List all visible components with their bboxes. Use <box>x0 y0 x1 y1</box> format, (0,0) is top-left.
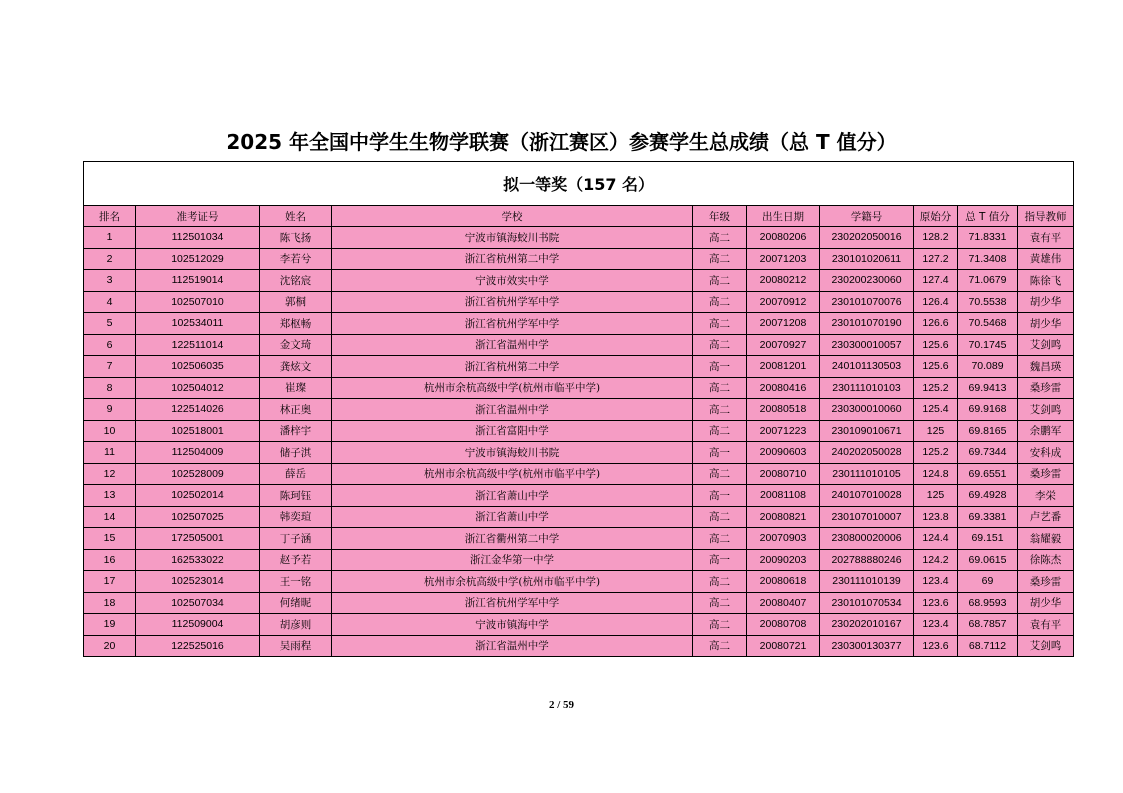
name-cell: 沈铭宸 <box>260 270 332 292</box>
page-number: 2 / 59 <box>548 699 575 711</box>
exam-id-cell: 102512029 <box>136 248 260 270</box>
birth-date-cell: 20081201 <box>747 356 820 378</box>
table-row <box>84 571 1074 593</box>
t-score-cell: 69.4928 <box>958 485 1018 507</box>
name-cell: 潘梓宇 <box>260 420 332 442</box>
school-cell: 宁波市镇海蛟川书院 <box>332 227 693 249</box>
rank-cell: 14 <box>84 506 136 528</box>
raw-score-cell: 125.2 <box>914 377 958 399</box>
teacher-cell: 安科成 <box>1018 442 1074 464</box>
teacher-cell: 胡少华 <box>1018 291 1074 313</box>
student-id-cell: 230107010007 <box>820 506 914 528</box>
table-row <box>84 291 1074 313</box>
t-score-cell: 69.6551 <box>958 463 1018 485</box>
column-header-t-score: 总 T 值分 <box>958 206 1018 227</box>
t-score-cell: 71.8331 <box>958 227 1018 249</box>
exam-id-cell: 102502014 <box>136 485 260 507</box>
birth-date-cell: 20080212 <box>747 270 820 292</box>
school-cell: 杭州市余杭高级中学(杭州市临平中学) <box>332 463 693 485</box>
t-score-cell: 71.0679 <box>958 270 1018 292</box>
name-cell: 郭桐 <box>260 291 332 313</box>
column-header-exam-id: 准考证号 <box>136 206 260 227</box>
t-score-cell: 69.9413 <box>958 377 1018 399</box>
school-cell: 浙江省衢州第二中学 <box>332 528 693 550</box>
document-title: 2025 年全国中学生生物学联赛（浙江赛区）参赛学生总成绩（总 T 值分） <box>226 130 897 154</box>
table-row <box>84 614 1074 636</box>
rank-cell: 2 <box>84 248 136 270</box>
table-row <box>84 377 1074 399</box>
column-header-rank: 排名 <box>84 206 136 227</box>
school-cell: 浙江省萧山中学 <box>332 506 693 528</box>
grade-cell: 高二 <box>693 506 747 528</box>
teacher-cell: 徐陈杰 <box>1018 549 1074 571</box>
name-cell: 吴雨程 <box>260 635 332 657</box>
name-cell: 崔璨 <box>260 377 332 399</box>
student-id-cell: 230101070076 <box>820 291 914 313</box>
school-cell: 浙江省杭州第二中学 <box>332 248 693 270</box>
school-cell: 浙江省萧山中学 <box>332 485 693 507</box>
name-cell: 郑枢畅 <box>260 313 332 335</box>
teacher-cell: 艾剑鸣 <box>1018 635 1074 657</box>
student-id-cell: 230202010167 <box>820 614 914 636</box>
grade-cell: 高二 <box>693 248 747 270</box>
raw-score-cell: 125.6 <box>914 356 958 378</box>
raw-score-cell: 124.2 <box>914 549 958 571</box>
birth-date-cell: 20080206 <box>747 227 820 249</box>
school-cell: 浙江省温州中学 <box>332 334 693 356</box>
grade-cell: 高一 <box>693 442 747 464</box>
exam-id-cell: 102504012 <box>136 377 260 399</box>
t-score-cell: 69.0615 <box>958 549 1018 571</box>
student-id-cell: 230109010671 <box>820 420 914 442</box>
t-score-cell: 68.9593 <box>958 592 1018 614</box>
column-header-school: 学校 <box>332 206 693 227</box>
teacher-cell: 翁耀毅 <box>1018 528 1074 550</box>
teacher-cell: 卢艺番 <box>1018 506 1074 528</box>
student-id-cell: 230111010139 <box>820 571 914 593</box>
teacher-cell: 桑珍雷 <box>1018 377 1074 399</box>
exam-id-cell: 102506035 <box>136 356 260 378</box>
table-row <box>84 506 1074 528</box>
table-row <box>84 334 1074 356</box>
results-table <box>83 161 1074 657</box>
teacher-cell: 李栄 <box>1018 485 1074 507</box>
birth-date-cell: 20071223 <box>747 420 820 442</box>
teacher-cell: 余鹏军 <box>1018 420 1074 442</box>
grade-cell: 高二 <box>693 420 747 442</box>
name-cell: 陈飞扬 <box>260 227 332 249</box>
school-cell: 宁波市镇海蛟川书院 <box>332 442 693 464</box>
raw-score-cell: 123.6 <box>914 592 958 614</box>
grade-cell: 高二 <box>693 571 747 593</box>
raw-score-cell: 124.4 <box>914 528 958 550</box>
teacher-cell: 袁有平 <box>1018 227 1074 249</box>
birth-date-cell: 20090203 <box>747 549 820 571</box>
table-row <box>84 549 1074 571</box>
school-cell: 杭州市余杭高级中学(杭州市临平中学) <box>332 377 693 399</box>
name-cell: 胡彦则 <box>260 614 332 636</box>
grade-cell: 高二 <box>693 334 747 356</box>
student-id-cell: 230101070534 <box>820 592 914 614</box>
raw-score-cell: 126.6 <box>914 313 958 335</box>
t-score-cell: 69.151 <box>958 528 1018 550</box>
birth-date-cell: 20080407 <box>747 592 820 614</box>
birth-date-cell: 20080518 <box>747 399 820 421</box>
raw-score-cell: 124.8 <box>914 463 958 485</box>
rank-cell: 12 <box>84 463 136 485</box>
rank-cell: 7 <box>84 356 136 378</box>
grade-cell: 高二 <box>693 377 747 399</box>
raw-score-cell: 123.4 <box>914 614 958 636</box>
student-id-cell: 230111010103 <box>820 377 914 399</box>
student-id-cell: 230200230060 <box>820 270 914 292</box>
table-row <box>84 485 1074 507</box>
exam-id-cell: 172505001 <box>136 528 260 550</box>
teacher-cell: 陈徐飞 <box>1018 270 1074 292</box>
student-id-cell: 230111010105 <box>820 463 914 485</box>
table-row <box>84 635 1074 657</box>
t-score-cell: 69.9168 <box>958 399 1018 421</box>
rank-cell: 15 <box>84 528 136 550</box>
teacher-cell: 胡少华 <box>1018 592 1074 614</box>
exam-id-cell: 102507025 <box>136 506 260 528</box>
t-score-cell: 68.7857 <box>958 614 1018 636</box>
student-id-cell: 230101020611 <box>820 248 914 270</box>
grade-cell: 高二 <box>693 227 747 249</box>
grade-cell: 高二 <box>693 313 747 335</box>
birth-date-cell: 20081108 <box>747 485 820 507</box>
rank-cell: 4 <box>84 291 136 313</box>
table-row <box>84 227 1074 249</box>
birth-date-cell: 20070903 <box>747 528 820 550</box>
t-score-cell: 70.5468 <box>958 313 1018 335</box>
student-id-cell: 202788880246 <box>820 549 914 571</box>
name-cell: 陈珂钰 <box>260 485 332 507</box>
exam-id-cell: 122511014 <box>136 334 260 356</box>
exam-id-cell: 102507034 <box>136 592 260 614</box>
table-row <box>84 270 1074 292</box>
teacher-cell: 袁有平 <box>1018 614 1074 636</box>
t-score-cell: 69.3381 <box>958 506 1018 528</box>
student-id-cell: 230202050016 <box>820 227 914 249</box>
grade-cell: 高二 <box>693 635 747 657</box>
school-cell: 宁波市镇海中学 <box>332 614 693 636</box>
birth-date-cell: 20071208 <box>747 313 820 335</box>
table-row <box>84 356 1074 378</box>
raw-score-cell: 127.4 <box>914 270 958 292</box>
table-row <box>84 420 1074 442</box>
table-row <box>84 313 1074 335</box>
t-score-cell: 71.3408 <box>958 248 1018 270</box>
name-cell: 丁子涵 <box>260 528 332 550</box>
award-heading: 拟一等奖（157 名） <box>84 162 1074 206</box>
name-cell: 龚炫文 <box>260 356 332 378</box>
birth-date-cell: 20080721 <box>747 635 820 657</box>
exam-id-cell: 102523014 <box>136 571 260 593</box>
birth-date-cell: 20071203 <box>747 248 820 270</box>
student-id-cell: 240101130503 <box>820 356 914 378</box>
rank-cell: 13 <box>84 485 136 507</box>
raw-score-cell: 123.8 <box>914 506 958 528</box>
t-score-cell: 69.7344 <box>958 442 1018 464</box>
rank-cell: 18 <box>84 592 136 614</box>
rank-cell: 17 <box>84 571 136 593</box>
birth-date-cell: 20070927 <box>747 334 820 356</box>
raw-score-cell: 123.4 <box>914 571 958 593</box>
exam-id-cell: 122514026 <box>136 399 260 421</box>
birth-date-cell: 20090603 <box>747 442 820 464</box>
grade-cell: 高二 <box>693 399 747 421</box>
raw-score-cell: 125 <box>914 420 958 442</box>
t-score-cell: 70.5538 <box>958 291 1018 313</box>
exam-id-cell: 112519014 <box>136 270 260 292</box>
table-row <box>84 592 1074 614</box>
teacher-cell: 艾剑鸣 <box>1018 334 1074 356</box>
name-cell: 赵予若 <box>260 549 332 571</box>
table-row <box>84 442 1074 464</box>
grade-cell: 高二 <box>693 291 747 313</box>
table-row <box>84 248 1074 270</box>
teacher-cell: 胡少华 <box>1018 313 1074 335</box>
student-id-cell: 240202050028 <box>820 442 914 464</box>
grade-cell: 高二 <box>693 270 747 292</box>
raw-score-cell: 125.4 <box>914 399 958 421</box>
student-id-cell: 230300130377 <box>820 635 914 657</box>
school-cell: 浙江省杭州学军中学 <box>332 313 693 335</box>
school-cell: 浙江省富阳中学 <box>332 420 693 442</box>
t-score-cell: 68.7112 <box>958 635 1018 657</box>
grade-cell: 高一 <box>693 549 747 571</box>
raw-score-cell: 127.2 <box>914 248 958 270</box>
column-header-birth-date: 出生日期 <box>747 206 820 227</box>
student-id-cell: 240107010028 <box>820 485 914 507</box>
column-header-raw-score: 原始分 <box>914 206 958 227</box>
teacher-cell: 艾剑鸣 <box>1018 399 1074 421</box>
raw-score-cell: 125.2 <box>914 442 958 464</box>
name-cell: 韩奕瑄 <box>260 506 332 528</box>
name-cell: 王一铭 <box>260 571 332 593</box>
student-id-cell: 230300010060 <box>820 399 914 421</box>
name-cell: 薛岳 <box>260 463 332 485</box>
raw-score-cell: 125.6 <box>914 334 958 356</box>
birth-date-cell: 20080708 <box>747 614 820 636</box>
rank-cell: 8 <box>84 377 136 399</box>
exam-id-cell: 102507010 <box>136 291 260 313</box>
birth-date-cell: 20070912 <box>747 291 820 313</box>
grade-cell: 高二 <box>693 463 747 485</box>
name-cell: 何绪昵 <box>260 592 332 614</box>
table-row <box>84 528 1074 550</box>
grade-cell: 高二 <box>693 592 747 614</box>
rank-cell: 20 <box>84 635 136 657</box>
teacher-cell: 桑珍雷 <box>1018 571 1074 593</box>
column-header-teacher: 指导教师 <box>1018 206 1074 227</box>
student-id-cell: 230800020006 <box>820 528 914 550</box>
grade-cell: 高二 <box>693 614 747 636</box>
rank-cell: 1 <box>84 227 136 249</box>
school-cell: 浙江省温州中学 <box>332 399 693 421</box>
name-cell: 储子淇 <box>260 442 332 464</box>
exam-id-cell: 162533022 <box>136 549 260 571</box>
school-cell: 浙江省杭州学军中学 <box>332 291 693 313</box>
rank-cell: 6 <box>84 334 136 356</box>
exam-id-cell: 122525016 <box>136 635 260 657</box>
birth-date-cell: 20080821 <box>747 506 820 528</box>
t-score-cell: 69.8165 <box>958 420 1018 442</box>
name-cell: 金文琦 <box>260 334 332 356</box>
grade-cell: 高一 <box>693 356 747 378</box>
column-header-grade: 年级 <box>693 206 747 227</box>
teacher-cell: 黄雄伟 <box>1018 248 1074 270</box>
raw-score-cell: 123.6 <box>914 635 958 657</box>
exam-id-cell: 112504009 <box>136 442 260 464</box>
raw-score-cell: 126.4 <box>914 291 958 313</box>
name-cell: 林正奥 <box>260 399 332 421</box>
exam-id-cell: 102528009 <box>136 463 260 485</box>
exam-id-cell: 112509004 <box>136 614 260 636</box>
rank-cell: 19 <box>84 614 136 636</box>
raw-score-cell: 125 <box>914 485 958 507</box>
rank-cell: 9 <box>84 399 136 421</box>
school-cell: 浙江省杭州学军中学 <box>332 592 693 614</box>
school-cell: 浙江省温州中学 <box>332 635 693 657</box>
exam-id-cell: 112501034 <box>136 227 260 249</box>
teacher-cell: 魏昌瑛 <box>1018 356 1074 378</box>
column-header-student-id: 学籍号 <box>820 206 914 227</box>
rank-cell: 3 <box>84 270 136 292</box>
rank-cell: 5 <box>84 313 136 335</box>
birth-date-cell: 20080416 <box>747 377 820 399</box>
table-header-row <box>84 206 1074 227</box>
school-cell: 浙江金华第一中学 <box>332 549 693 571</box>
table-body <box>84 227 1074 657</box>
table-row <box>84 399 1074 421</box>
school-cell: 杭州市余杭高级中学(杭州市临平中学) <box>332 571 693 593</box>
rank-cell: 10 <box>84 420 136 442</box>
rank-cell: 11 <box>84 442 136 464</box>
table-row <box>84 463 1074 485</box>
student-id-cell: 230300010057 <box>820 334 914 356</box>
grade-cell: 高二 <box>693 528 747 550</box>
exam-id-cell: 102534011 <box>136 313 260 335</box>
name-cell: 李若兮 <box>260 248 332 270</box>
exam-id-cell: 102518001 <box>136 420 260 442</box>
birth-date-cell: 20080618 <box>747 571 820 593</box>
raw-score-cell: 128.2 <box>914 227 958 249</box>
t-score-cell: 70.1745 <box>958 334 1018 356</box>
birth-date-cell: 20080710 <box>747 463 820 485</box>
school-cell: 宁波市效实中学 <box>332 270 693 292</box>
t-score-cell: 70.089 <box>958 356 1018 378</box>
teacher-cell: 桑珍雷 <box>1018 463 1074 485</box>
grade-cell: 高一 <box>693 485 747 507</box>
t-score-cell: 69 <box>958 571 1018 593</box>
rank-cell: 16 <box>84 549 136 571</box>
column-header-name: 姓名 <box>260 206 332 227</box>
school-cell: 浙江省杭州第二中学 <box>332 356 693 378</box>
student-id-cell: 230101070190 <box>820 313 914 335</box>
